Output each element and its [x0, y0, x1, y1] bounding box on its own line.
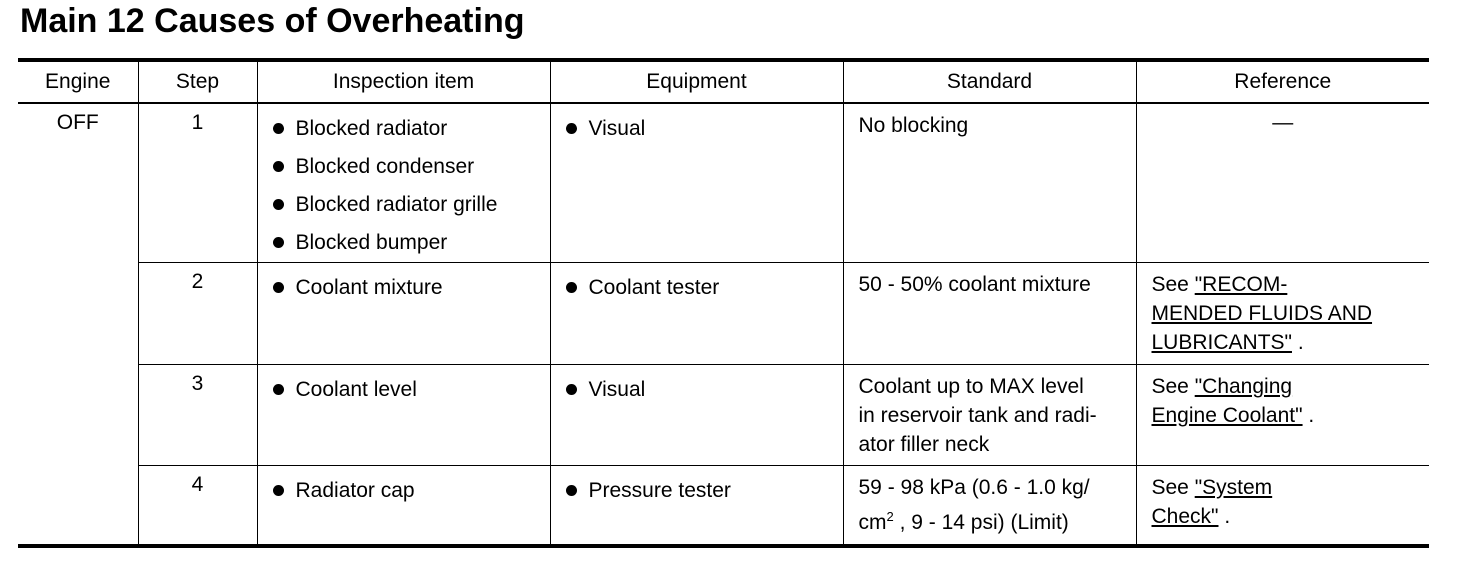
- inspection-item-cell: [257, 103, 550, 263]
- bullet-icon: [273, 123, 284, 134]
- list-item: Blocked radiator: [273, 110, 550, 148]
- standard-cell: 59 - 98 kPa (0.6 - 1.0 kg/ $cm^2$ , 9 - 14 psi) (Limit): [843, 466, 1136, 546]
- table-row: [18, 466, 1429, 546]
- list-item: Blocked condenser: [273, 148, 550, 186]
- bullet-icon: [273, 161, 284, 172]
- reference-link-system-check[interactable]: Check": [1151, 505, 1219, 528]
- reference-link-system-check[interactable]: "System: [1194, 476, 1273, 499]
- step-number: 2: [138, 263, 257, 365]
- list-item: Pressure tester: [566, 472, 843, 510]
- reference-cell: —: [1136, 103, 1429, 263]
- list-item: Radiator cap: [273, 472, 550, 510]
- equipment-cell: [550, 365, 843, 466]
- inspection-item-cell: [257, 365, 550, 466]
- equipment-cell: [550, 263, 843, 365]
- step-number: 4: [138, 466, 257, 546]
- inspection-item-cell: [257, 263, 550, 365]
- reference-link-recommended-fluids[interactable]: "RECOM-: [1194, 273, 1288, 296]
- list-item: Coolant mixture: [273, 269, 550, 307]
- standard-cell: 50 - 50% coolant mixture: [843, 263, 1136, 365]
- bullet-icon: [566, 485, 577, 496]
- step-number: 3: [138, 365, 257, 466]
- bullet-icon: [273, 199, 284, 210]
- header-reference: Reference: [1136, 60, 1429, 103]
- reference-cell: See "RECOM- MENDED FLUIDS AND LUBRICANTS" .: [1136, 263, 1429, 365]
- engine-state-cell: OFF: [56, 111, 99, 134]
- table-row: [18, 103, 1429, 263]
- standard-cell: No blocking: [843, 103, 1136, 263]
- header-standard: Standard: [843, 60, 1136, 103]
- bullet-icon: [273, 485, 284, 496]
- header-equipment: Equipment: [550, 60, 843, 103]
- table-row: [18, 365, 1429, 466]
- overheating-causes-table: [18, 58, 1429, 548]
- reference-link-recommended-fluids[interactable]: MENDED FLUIDS AND: [1151, 302, 1373, 325]
- bullet-icon: [566, 384, 577, 395]
- list-item: Coolant tester: [566, 269, 843, 307]
- reference-link-recommended-fluids[interactable]: LUBRICANTS": [1151, 331, 1292, 354]
- reference-cell: See "Changing Engine Coolant" .: [1136, 365, 1429, 466]
- header-step: Step: [138, 60, 257, 103]
- equipment-cell: [550, 103, 843, 263]
- bullet-icon: [566, 282, 577, 293]
- list-item: Visual: [566, 371, 843, 409]
- reference-cell: See "System Check" .: [1136, 466, 1429, 546]
- page-title: Main 12 Causes of Overheating: [20, 2, 525, 40]
- list-item: Coolant level: [273, 371, 550, 409]
- list-item: Blocked radiator grille: [273, 186, 550, 224]
- reference-link-changing-engine-coolant[interactable]: Engine Coolant": [1151, 404, 1303, 427]
- bullet-icon: [273, 282, 284, 293]
- header-engine: Engine: [45, 70, 111, 93]
- equipment-cell: [550, 466, 843, 546]
- step-number: 1: [138, 103, 257, 263]
- list-item: Blocked bumper: [273, 224, 550, 262]
- list-item: Visual: [566, 110, 843, 148]
- header-inspection-item: Inspection item: [257, 60, 550, 103]
- reference-link-changing-engine-coolant[interactable]: "Changing: [1194, 375, 1293, 398]
- bullet-icon: [566, 123, 577, 134]
- table-header-row: [18, 60, 1429, 103]
- bullet-icon: [273, 237, 284, 248]
- table-row: [18, 263, 1429, 365]
- standard-cell: Coolant up to MAX level in reservoir tank and radi- ator filler neck: [843, 365, 1136, 466]
- bullet-icon: [273, 384, 284, 395]
- inspection-item-cell: [257, 466, 550, 546]
